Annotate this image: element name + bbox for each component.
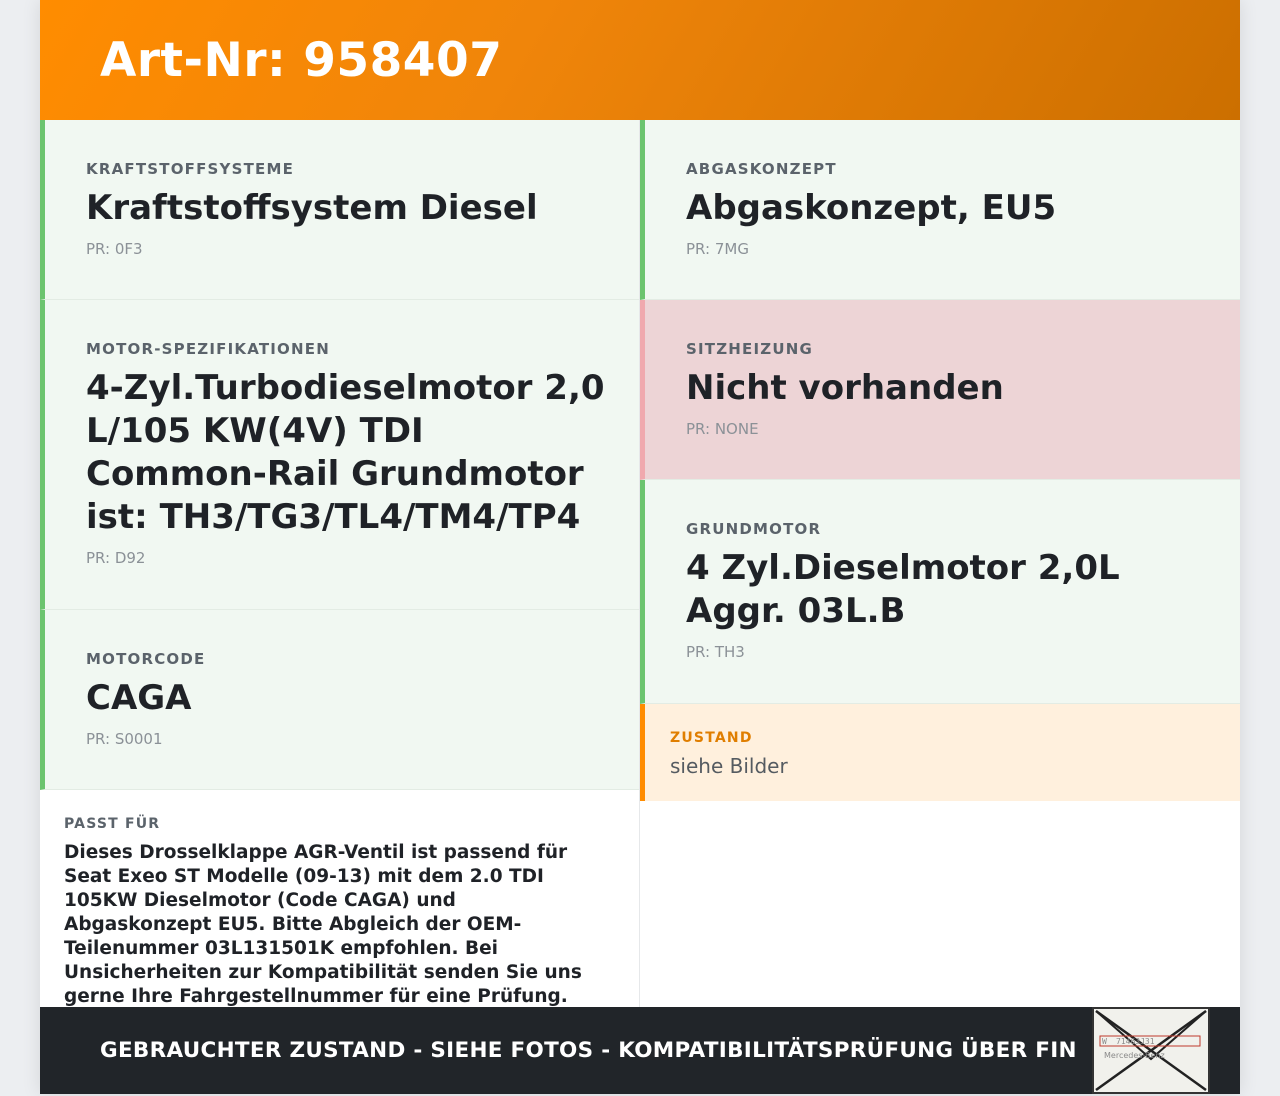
footer-bar	[40, 1007, 1240, 1094]
spec-card-grundmotor	[640, 480, 1240, 704]
spec-value: Kraftstoffsystem Diesel	[86, 188, 538, 228]
envelope-stamp-image	[1092, 1007, 1210, 1094]
condition-label: ZUSTAND	[670, 730, 753, 746]
spec-label: MOTORCODE	[86, 650, 206, 668]
spec-label: KRAFTSTOFFSYSTEME	[86, 160, 295, 178]
spec-label: ABGASKONZEPT	[686, 160, 837, 178]
product-sheet	[40, 0, 1240, 1094]
right-column	[640, 120, 1240, 801]
compatibility-section	[40, 790, 639, 1009]
article-number-title: Art-Nr: 958407	[100, 32, 503, 88]
spec-card-kraftstoffsystem	[40, 120, 639, 300]
footer-banner: GEBRAUCHTER ZUSTAND - SIEHE FOTOS - KOMPATIBILITÄTSPRÜFUNG ÜBER FIN	[100, 1038, 1077, 1063]
pr-code: PR: NONE	[686, 420, 759, 438]
spec-value: Abgaskonzept, EU5	[686, 188, 1057, 228]
spec-label: GRUNDMOTOR	[686, 520, 822, 538]
stamp-text-1: W	[1102, 1037, 1107, 1046]
spec-value: 4-Zyl.Turbodieselmotor 2,0 L/105 KW(4V) TDI Common-Rail Grundmotor ist: TH3/TG3/TL4/TM4/TP4	[86, 368, 605, 537]
spec-card-sitzheizung	[640, 300, 1240, 480]
pr-code: PR: TH3	[686, 643, 745, 661]
spec-label: MOTOR-SPEZIFIKATIONEN	[86, 340, 330, 358]
spec-card-abgaskonzept	[640, 120, 1240, 300]
pr-code: PR: S0001	[86, 730, 163, 748]
stamp-text-2: 71463J31	[1116, 1037, 1155, 1046]
header-bar	[40, 0, 1240, 120]
compatibility-text: Dieses Drosselklappe AGR-Ventil ist passend für Seat Exeo ST Modelle (09-13) mit dem 2.0 TDI 105KW Dieselmotor (Code CAGA) und Abgaskonzept EU5. Bitte Abgleich der OEM-Teilenummer 03L131501K empfohlen. Bei Unsicherheiten zur Kompatibilität senden Sie uns gerne Ihre Fahrgestellnummer für eine Prüfung.	[64, 842, 582, 1007]
envelope-icon	[1094, 1009, 1208, 1092]
spec-value: CAGA	[86, 678, 192, 718]
condition-value: siehe Bilder	[670, 754, 788, 778]
spec-label: SITZHEIZUNG	[686, 340, 813, 358]
left-column	[40, 120, 639, 1009]
pr-code: PR: 7MG	[686, 240, 749, 258]
spec-card-motorcode	[40, 610, 639, 790]
stamp-text-3: Mercedes-Benz	[1104, 1051, 1165, 1060]
spec-value: Nicht vorhanden	[686, 368, 1004, 408]
column-divider	[639, 120, 640, 1007]
compatibility-label: PASST FÜR	[64, 816, 161, 832]
spec-value: 4 Zyl.Dieselmotor 2,0L Aggr. 03L.B	[686, 548, 1120, 631]
pr-code: PR: D92	[86, 549, 146, 567]
pr-code: PR: 0F3	[86, 240, 143, 258]
condition-box	[640, 704, 1240, 801]
spec-card-motor-spezifikationen	[40, 300, 639, 610]
